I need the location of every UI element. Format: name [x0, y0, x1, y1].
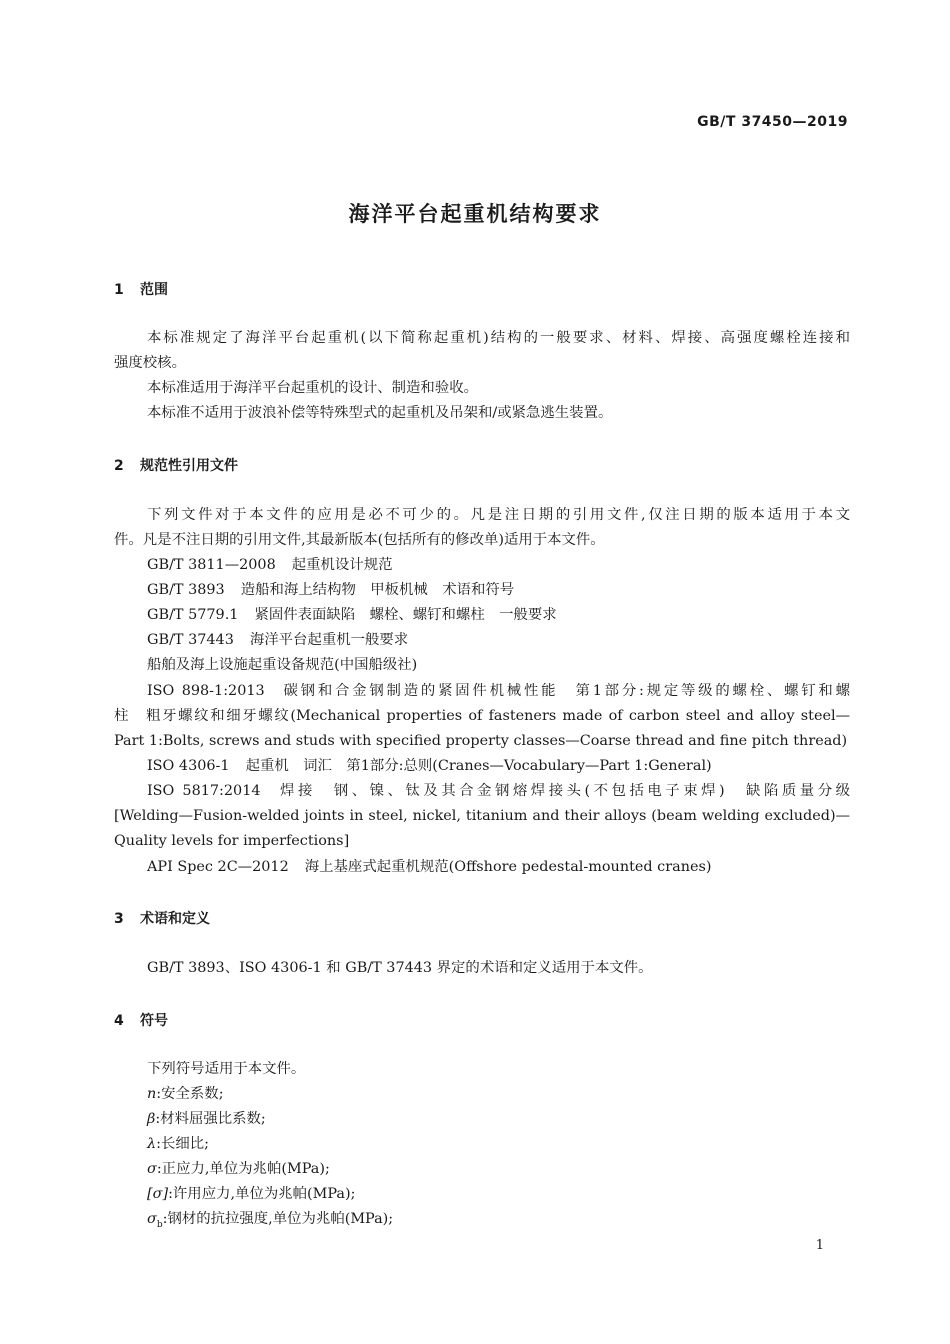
standard-code: GB/T 37450—2019	[697, 114, 848, 130]
page-title: 海洋平台起重机结构要求	[348, 202, 602, 226]
paragraph-line: 本标准规定了海洋平台起重机(以下简称起重机)结构的一般要求、材料、焊接、高强度螺栓连接和	[147, 330, 850, 346]
section-title: 术语和定义	[140, 911, 210, 927]
paragraph: 下列符号适用于本文件。	[147, 1061, 306, 1077]
symbol-description: :许用应力,单位为兆帕(MPa);	[168, 1186, 356, 1202]
reference-name: 造船和海上结构物 甲板机械 术语和符号	[240, 582, 515, 598]
symbol: [σ]	[147, 1186, 169, 1202]
section-title: 范围	[140, 282, 168, 298]
paragraph: 本标准不适用于波浪补偿等特殊型式的起重机及吊架和/或紧急逃生装置。	[147, 405, 613, 421]
reference-continuation: [Welding—Fusion-welded joints in steel, nickel, titanium and their alloys (beam welding excluded)—	[114, 808, 850, 824]
section-number: 2	[114, 458, 124, 474]
reference-name: 焊接 钢、镍、钛及其合金钢熔焊接头(不包括电子束焊) 缺陷质量分级	[276, 783, 850, 799]
reference-name: 船舶及海上设施起重设备规范(中国船级社)	[147, 657, 418, 673]
reference-item-iso5817	[147, 781, 850, 801]
reference-name: 起重机 词汇 第1部分:总则(Cranes—Vocabulary—Part 1:General)	[245, 758, 712, 774]
section-number: 1	[114, 282, 124, 298]
symbol-description: :安全系数;	[156, 1086, 224, 1102]
reference-code: GB/T 37443	[147, 632, 234, 648]
symbol-item	[147, 1084, 850, 1104]
section-heading-scope	[114, 279, 168, 299]
reference-continuation: Part 1:Bolts, screws and studs with specified property classes—Coarse thread and fine pitch thread)	[114, 733, 848, 749]
symbol: β	[147, 1111, 156, 1127]
reference-item-iso898	[147, 681, 850, 701]
paragraph-line: 强度校核。	[114, 355, 186, 371]
reference-name: 海洋平台起重机一般要求	[249, 632, 409, 648]
symbol-item	[147, 1159, 850, 1179]
reference-code: GB/T 5779.1	[147, 607, 239, 623]
section-heading-symbols	[114, 1010, 168, 1030]
section-heading-terms	[114, 908, 210, 928]
reference-name: 紧固件表面缺陷 螺栓、螺钉和螺柱 一般要求	[254, 607, 557, 623]
reference-item	[147, 655, 850, 675]
paragraph-line: 下列文件对于本文件的应用是必不可少的。凡是注日期的引用文件,仅注日期的版本适用于本文	[147, 507, 850, 523]
section-title: 规范性引用文件	[140, 458, 238, 474]
symbol-description: :正应力,单位为兆帕(MPa);	[156, 1161, 330, 1177]
section-heading-normative-references	[114, 455, 238, 475]
symbol-item	[147, 1209, 850, 1235]
symbol-description: :长细比;	[156, 1136, 209, 1152]
reference-item-iso4306	[147, 756, 850, 776]
reference-code: ISO 5817:2014	[147, 783, 261, 799]
symbol-item	[147, 1184, 850, 1204]
reference-code: ISO 898-1:2013	[147, 683, 265, 699]
section-number: 4	[114, 1013, 124, 1029]
reference-continuation: 柱 粗牙螺纹和细牙螺纹(Mechanical properties of fasteners made of carbon steel and alloy steel—	[114, 708, 850, 724]
symbol: σ	[147, 1211, 157, 1227]
reference-item-api	[147, 857, 850, 877]
section-title: 符号	[140, 1013, 168, 1029]
reference-code: GB/T 3893	[147, 582, 225, 598]
paragraph-line: 件。凡是不注日期的引用文件,其最新版本(包括所有的修改单)适用于本文件。	[114, 532, 605, 548]
paragraph: 本标准适用于海洋平台起重机的设计、制造和验收。	[147, 380, 478, 396]
reference-item	[147, 555, 850, 575]
reference-item	[147, 605, 850, 625]
symbol: σ	[147, 1161, 157, 1177]
symbol-subscript: b	[156, 1219, 163, 1230]
reference-name: 海上基座式起重机规范(Offshore pedestal-mounted cranes)	[304, 859, 712, 875]
reference-name: 起重机设计规范	[291, 557, 393, 573]
reference-code: ISO 4306-1	[147, 758, 230, 774]
reference-item	[147, 580, 850, 600]
symbol: n	[147, 1086, 157, 1102]
paragraph: GB/T 3893、ISO 4306-1 和 GB/T 37443 界定的术语和定义适用于本文件。	[147, 960, 653, 976]
section-number: 3	[114, 911, 124, 927]
reference-name: 碳钢和合金钢制造的紧固件机械性能 第1部分:规定等级的螺栓、螺钉和螺	[280, 683, 850, 699]
symbol-description: :材料屈强比系数;	[155, 1111, 266, 1127]
page-number: 1	[815, 1238, 824, 1253]
symbol-item	[147, 1109, 850, 1129]
reference-code: API Spec 2C—2012	[147, 859, 289, 875]
reference-continuation: Quality levels for imperfections]	[114, 833, 350, 849]
symbol: λ	[147, 1136, 157, 1152]
symbol-description: :钢材的抗拉强度,单位为兆帕(MPa);	[162, 1211, 394, 1227]
reference-item	[147, 630, 850, 650]
symbol-item	[147, 1134, 850, 1154]
reference-code: GB/T 3811—2008	[147, 557, 276, 573]
